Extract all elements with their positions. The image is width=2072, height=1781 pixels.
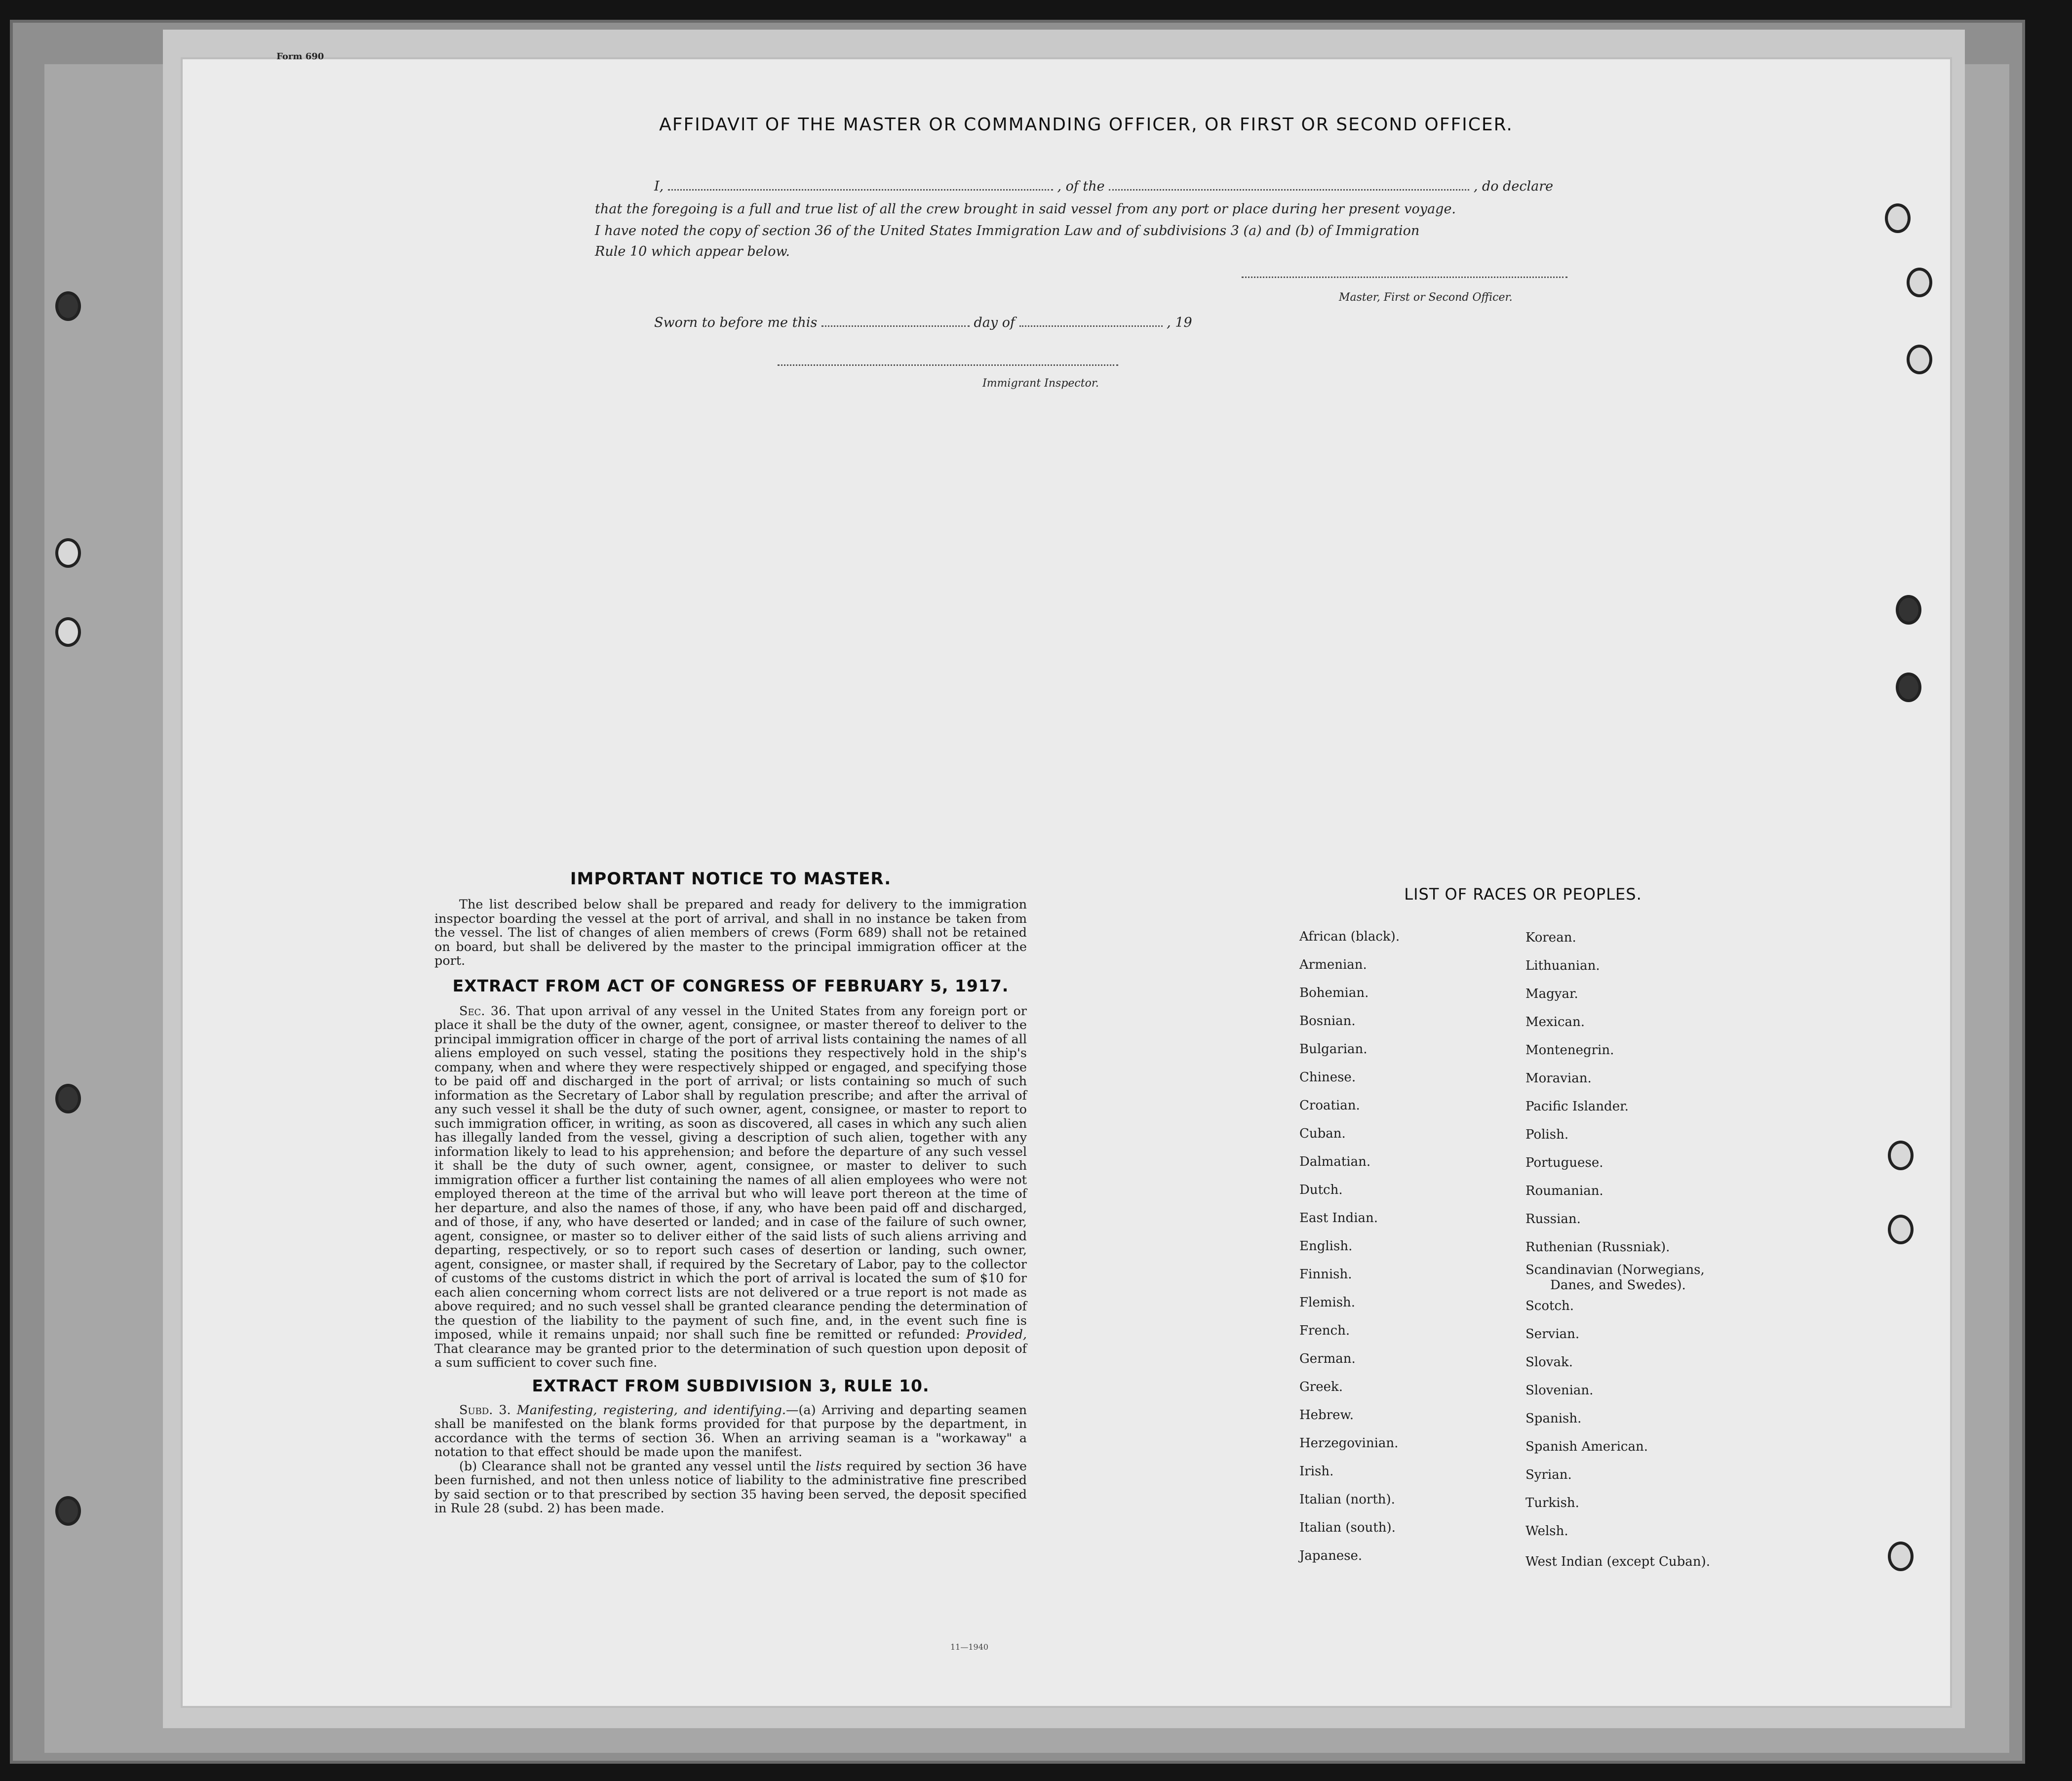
race-item: Ruthenian (Russniak). <box>1525 1240 1670 1255</box>
binder-hole-icon <box>55 538 81 568</box>
binder-hole-icon <box>1907 345 1932 374</box>
race-item: Bohemian. <box>1299 986 1369 1000</box>
race-item: Dalmatian. <box>1299 1154 1371 1169</box>
race-item: Hebrew. <box>1299 1408 1354 1423</box>
subdivision-b-end: required by section 36 have been furnished, and not then unless notice of liability to the administrative fine prescribed by said section or to that prescribed by section 35 having been served, the deposit specified in Rule 28 (subd. 2) has been made. <box>434 1459 1027 1516</box>
race-item: East Indian. <box>1299 1211 1378 1226</box>
subdivision-a-body: —(a) Arriving and departing seamen shall be manifested on the blank forms provided for that purpose by the department, in accordance with the terms of section 36. When an arriving seaman is a "workaway" a notation to that effect should be made upon the manifest. <box>434 1402 1027 1460</box>
race-item: Irish. <box>1299 1464 1334 1479</box>
race-item: Korean. <box>1525 930 1576 945</box>
declare-of-the: , of the <box>1057 179 1105 194</box>
provided-word: Provided, <box>966 1327 1027 1342</box>
binder-hole-icon <box>1896 595 1921 625</box>
binder-hole-icon <box>55 617 81 647</box>
master-signature-line[interactable] <box>1242 277 1567 278</box>
race-item: Spanish American. <box>1525 1439 1648 1454</box>
race-item: Scandinavian (Norwegians, <box>1525 1263 1705 1277</box>
section-36-end: That clearance may be granted prior to the determination of such question upon deposit of a sum sufficient to cover such fine. <box>434 1341 1027 1370</box>
inspector-signature-line[interactable] <box>778 364 1118 366</box>
declare-i: I, <box>654 179 664 194</box>
race-item: Dutch. <box>1299 1183 1343 1197</box>
race-item: Mexican. <box>1525 1015 1585 1029</box>
race-item: Magyar. <box>1525 987 1578 1001</box>
affidavit-line-3: I have noted the copy of section 36 of the United States Immigration Law and of subdivisions 3 (a) and (b) of Immigration <box>595 223 1420 238</box>
race-item: Herzegovinian. <box>1299 1436 1399 1451</box>
affidavit-title: AFFIDAVIT OF THE MASTER OR COMMANDING OFFICER, OR FIRST OR SECOND OFFICER. <box>659 115 1513 135</box>
subdivision-a-text <box>434 1403 1027 1460</box>
sworn-day-blank[interactable] <box>821 325 970 327</box>
race-item: Armenian. <box>1299 957 1367 972</box>
race-item: Italian (north). <box>1299 1492 1395 1507</box>
binder-hole-icon <box>1888 1215 1914 1244</box>
section-36-text <box>434 1004 1027 1370</box>
notice-column <box>434 869 1027 1516</box>
officer-name-blank[interactable] <box>668 189 1053 191</box>
race-item: Croatian. <box>1299 1098 1360 1113</box>
race-item: Bosnian. <box>1299 1014 1356 1029</box>
sworn-line <box>654 315 1192 330</box>
subdivision-b-text <box>434 1460 1027 1516</box>
race-item: Syrian. <box>1525 1467 1572 1482</box>
race-item: Greek. <box>1299 1380 1343 1394</box>
declare-do-declare: , do declare <box>1473 179 1554 194</box>
race-item: Scotch. <box>1525 1299 1574 1313</box>
race-item: Turkish. <box>1525 1496 1579 1510</box>
notice-title: IMPORTANT NOTICE TO MASTER. <box>570 869 892 889</box>
race-item: Slovenian. <box>1525 1383 1594 1398</box>
race-item: Montenegrin. <box>1525 1043 1614 1058</box>
race-item: Chinese. <box>1299 1070 1356 1085</box>
year-text: , 19 <box>1167 315 1192 330</box>
race-item: Russian. <box>1525 1212 1581 1227</box>
print-code: 11—1940 <box>950 1642 989 1652</box>
binder-hole-icon <box>55 291 81 321</box>
extract-rule-title: EXTRACT FROM SUBDIVISION 3, RULE 10. <box>532 1376 930 1395</box>
affidavit-line-4: Rule 10 which appear below. <box>595 244 790 259</box>
inspector-caption: Immigrant Inspector. <box>982 377 1099 390</box>
race-item: Portuguese. <box>1525 1155 1603 1170</box>
form-number: Form 690 <box>276 51 324 62</box>
section-36-body: That upon arrival of any vessel in the United States from any foreign port or place it shall be the duty of the owner, agent, consignee, or master thereof to deliver to the principal immigration officer in charge of the port of arrival lists containing the names of all aliens employed on such vessel, stating the positions they respectively hold in the ship's company, when and where they were respectively shipped or engaged, and specifying those to be paid off and discharged in the port of arrival; or lists containing so much of such information as the Secretary of Labor shall by regulation prescribe; and after the arrival of any such vessel it shall be the duty of such owner, agent, consignee, or master to report to such immigration officer, in writing, as soon as discovered, all cases in which any such alien has illegally landed from the vessel, giving a description of such alien, together with any information likely to lead to his apprehension; and before the departure of any such vessel it shall be the duty of such owner, agent, consignee, or master to deliver to such immigration officer a further list containing the names of all alien employees who were not employed thereon at the time of the arrival but who will leave port thereon at the time of her departure, and also the names of those, if any, who have been paid off and discharged, and of those, if any, who have deserted or landed; and in case of the failure of such owner, agent, consignee, or master so to deliver either of the said lists of such aliens arriving and departing, respectively, or so to report such cases of desertion or landing, such owner, agent, consignee, or master shall, if required by the Secretary of Labor, pay to the collector of customs of the customs district in which the port of arrival is located the sum of $10 for each alien concerning whom correct lists are not delivered or a true report is not made as above required; and no such vessel shall be granted clearance pending the determination of the question of the liability to the payment of such fine, and, in the event such fine is imposed, while it remains unpaid; nor shall such fine be remitted or refunded: <box>434 1003 1027 1342</box>
race-item: English. <box>1299 1239 1353 1254</box>
race-item: African (black). <box>1299 929 1400 944</box>
race-item: Japanese. <box>1299 1548 1363 1563</box>
binder-hole-icon <box>55 1084 81 1113</box>
race-item: French. <box>1299 1323 1350 1338</box>
affidavit-line-2: that the foregoing is a full and true list of all the crew brought in said vessel from any port or place during her present voyage. <box>595 201 1456 217</box>
race-item: Moravian. <box>1525 1071 1592 1086</box>
binder-hole-icon <box>1907 268 1932 297</box>
notice-body: The list described below shall be prepared and ready for delivery to the immigration inspector boarding the vessel at the port of arrival, and shall in no instance be taken from the vessel. The list of changes of alien members of crews (Form 689) shall not be retained on board, but shall be delivered by the master to the principal immigration officer at the port. <box>434 897 1027 968</box>
race-item: Welsh. <box>1525 1524 1568 1539</box>
race-item: Slovak. <box>1525 1355 1573 1370</box>
sworn-text: Sworn to before me this <box>654 315 818 330</box>
race-item: Bulgarian. <box>1299 1042 1368 1057</box>
binder-hole-icon <box>1896 673 1921 702</box>
race-item: Flemish. <box>1299 1295 1356 1310</box>
race-item: Pacific Islander. <box>1525 1099 1629 1114</box>
race-item: Spanish. <box>1525 1411 1582 1426</box>
vessel-name-blank[interactable] <box>1109 189 1469 191</box>
affidavit-declaration-line <box>654 179 1553 194</box>
day-of-text: day of <box>974 315 1015 330</box>
binder-hole-icon <box>1888 1542 1914 1571</box>
race-item: Servian. <box>1525 1327 1580 1342</box>
race-item: Finnish. <box>1299 1267 1352 1282</box>
races-title: LIST OF RACES OR PEOPLES. <box>1404 885 1642 904</box>
binder-hole-icon <box>1888 1141 1914 1170</box>
sworn-month-blank[interactable] <box>1019 325 1163 327</box>
section-label: Sec. 36. <box>459 1003 511 1019</box>
race-item: Italian (south). <box>1299 1520 1396 1535</box>
race-item: West Indian (except Cuban). <box>1525 1554 1710 1569</box>
extract-act-title: EXTRACT FROM ACT OF CONGRESS OF FEBRUARY 5, 1917. <box>452 976 1009 995</box>
binder-hole-icon <box>1885 203 1911 233</box>
race-item: Lithuanian. <box>1525 958 1600 973</box>
binder-hole-icon <box>55 1496 81 1526</box>
master-caption: Master, First or Second Officer. <box>1339 291 1513 304</box>
subdivision-heading: Manifesting, registering, and identifying. <box>516 1402 786 1418</box>
race-item: Cuban. <box>1299 1126 1346 1141</box>
race-item: Danes, and Swedes). <box>1550 1278 1686 1293</box>
subdivision-b-start: (b) Clearance shall not be granted any vessel until the <box>459 1459 812 1474</box>
race-item: Polish. <box>1525 1127 1569 1142</box>
subdivision-label: Subd. 3. <box>459 1402 511 1418</box>
race-item: Roumanian. <box>1525 1184 1603 1198</box>
race-item: German. <box>1299 1351 1356 1366</box>
lists-word: lists <box>816 1459 842 1474</box>
